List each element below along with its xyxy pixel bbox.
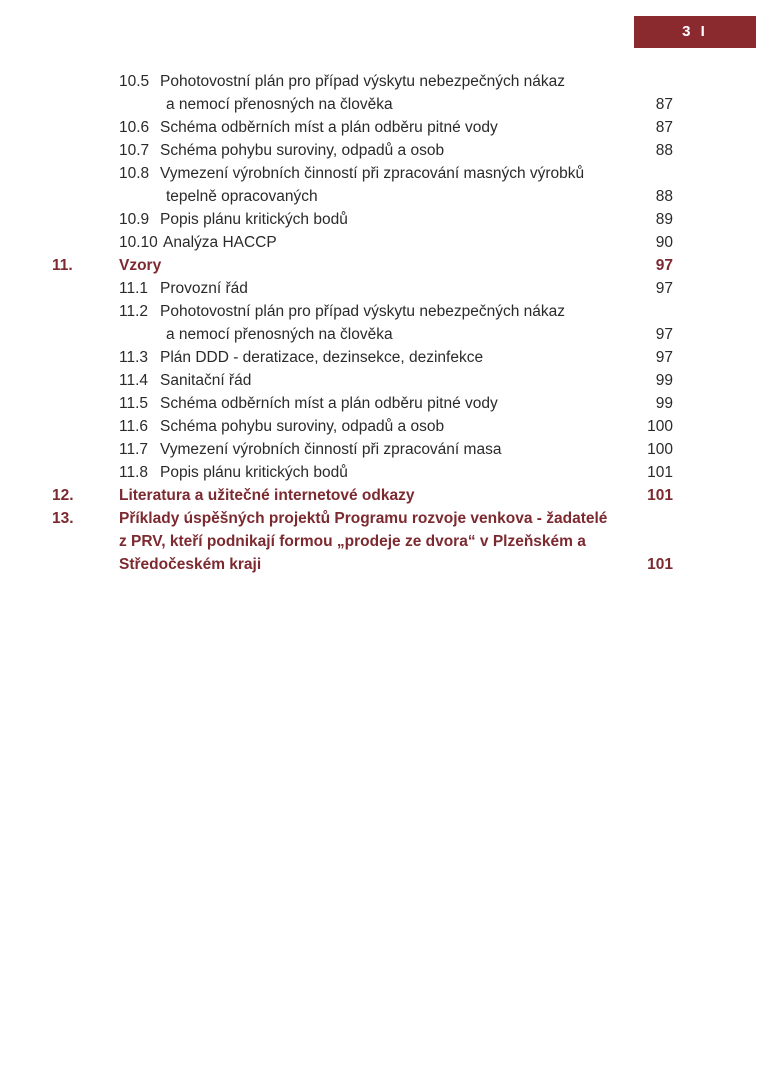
toc-entry-11-6[interactable] xyxy=(0,415,761,438)
toc-entry-page: 99 xyxy=(655,395,673,412)
toc-entry-title: Provozní řád xyxy=(160,280,248,297)
page-number-badge: 3 I xyxy=(634,16,756,48)
toc-entry-title: a nemocí přenosných na člověka xyxy=(166,326,393,343)
toc-entry-title: Pohotovostní plán pro případ výskytu nebezpečných nákaz xyxy=(160,303,565,320)
toc-entry-number: 10.5 xyxy=(119,73,150,90)
toc-entry-10-9[interactable] xyxy=(0,208,761,231)
toc-entry-title: Schéma pohybu suroviny, odpadů a osob xyxy=(160,418,445,435)
toc-entry-number: 10.8 xyxy=(119,165,150,182)
toc-chapter-page: 101 xyxy=(647,487,673,504)
toc-entry-10-7[interactable] xyxy=(0,139,761,162)
toc-entry-number: 10.9 xyxy=(119,211,150,228)
toc-entry-title: Popis plánu kritických bodů xyxy=(160,211,348,228)
toc-entry-number: 10.6 xyxy=(119,119,150,136)
toc-chapter-13-continued[interactable] xyxy=(0,530,761,553)
toc-entry-title: a nemocí přenosných na člověka xyxy=(166,96,393,113)
toc-entry-title: Analýza HACCP xyxy=(163,234,277,251)
toc-entry-number: 11.1 xyxy=(119,280,149,297)
toc-entry-number: 11.5 xyxy=(119,395,149,412)
toc-entry-page: 88 xyxy=(655,188,673,205)
toc-entry-number: 10.10 xyxy=(119,234,158,251)
toc-entry-10-6[interactable] xyxy=(0,116,761,139)
toc-entry-number: 11.2 xyxy=(119,303,149,320)
toc-entry-page: 100 xyxy=(647,418,673,435)
toc-chapter-13[interactable] xyxy=(0,507,761,530)
toc-entry-page: 87 xyxy=(655,119,673,136)
toc-entry-title: Popis plánu kritických bodů xyxy=(160,464,348,481)
toc-chapter-number: 11. xyxy=(52,257,73,274)
toc-entry-11-1[interactable] xyxy=(0,277,761,300)
toc-chapter-title: Vzory xyxy=(119,257,162,274)
toc-entry-number: 11.4 xyxy=(119,372,149,389)
toc-entry-11-8[interactable] xyxy=(0,461,761,484)
toc-entry-page: 89 xyxy=(655,211,673,228)
toc-entry-title: Schéma pohybu suroviny, odpadů a osob xyxy=(160,142,445,159)
toc-entry-page: 97 xyxy=(655,280,673,297)
toc-entry-page: 90 xyxy=(655,234,673,251)
toc-entry-page: 97 xyxy=(655,326,673,343)
toc-chapter-page: 101 xyxy=(647,556,673,573)
toc-entry-page: 100 xyxy=(647,441,673,458)
toc-entry-number: 11.3 xyxy=(119,349,149,366)
toc-entry-page: 87 xyxy=(655,96,673,113)
toc-entry-page: 99 xyxy=(655,372,673,389)
toc-entry-title: tepelně opracovaných xyxy=(166,188,318,205)
toc-entry-title: Vymezení výrobních činností při zpracování masa xyxy=(160,441,502,458)
toc-entry-title: Vymezení výrobních činností při zpracování masných výrobků xyxy=(160,165,585,182)
toc-chapter-number: 13. xyxy=(52,510,74,527)
toc-entry-11-5[interactable] xyxy=(0,392,761,415)
toc-chapter-number: 12. xyxy=(52,487,74,504)
toc-chapter-title: Literatura a užitečné internetové odkazy xyxy=(119,487,415,504)
toc-entry-title: Schéma odběrních míst a plán odběru pitné vody xyxy=(160,119,498,136)
toc-entry-10-5-continued[interactable] xyxy=(0,93,761,116)
toc-entry-10-8[interactable] xyxy=(0,162,761,185)
toc-entry-number: 10.7 xyxy=(119,142,150,159)
toc-entry-number: 11.8 xyxy=(119,464,149,481)
table-of-contents xyxy=(0,70,761,576)
toc-chapter-title: Středočeském kraji xyxy=(119,556,262,573)
toc-entry-10-8-continued[interactable] xyxy=(0,185,761,208)
toc-entry-title: Sanitační řád xyxy=(160,372,252,389)
toc-entry-page: 101 xyxy=(647,464,673,481)
toc-entry-11-2-continued[interactable] xyxy=(0,323,761,346)
toc-entry-number: 11.7 xyxy=(119,441,149,458)
toc-entry-11-7[interactable] xyxy=(0,438,761,461)
toc-entry-page: 88 xyxy=(655,142,673,159)
toc-chapter-page: 97 xyxy=(655,257,673,274)
toc-entry-title: Pohotovostní plán pro případ výskytu nebezpečných nákaz xyxy=(160,73,565,90)
toc-chapter-title: Příklady úspěšných projektů Programu rozvoje venkova - žadatelé xyxy=(119,510,608,527)
toc-chapter-11[interactable] xyxy=(0,254,761,277)
toc-entry-page: 97 xyxy=(655,349,673,366)
toc-entry-number: 11.6 xyxy=(119,418,149,435)
toc-chapter-12[interactable] xyxy=(0,484,761,507)
toc-chapter-title: z PRV, kteří podnikají formou „prodeje ze dvora“ v Plzeňském a xyxy=(119,533,586,550)
toc-entry-title: Plán DDD - deratizace, dezinsekce, dezinfekce xyxy=(160,349,484,366)
toc-entry-11-3[interactable] xyxy=(0,346,761,369)
toc-entry-11-2[interactable] xyxy=(0,300,761,323)
toc-chapter-13-continued-2[interactable] xyxy=(0,553,761,576)
toc-entry-title: Schéma odběrních míst a plán odběru pitné vody xyxy=(160,395,498,412)
toc-entry-10-5[interactable] xyxy=(0,70,761,93)
toc-entry-10-10[interactable] xyxy=(0,231,761,254)
toc-entry-11-4[interactable] xyxy=(0,369,761,392)
